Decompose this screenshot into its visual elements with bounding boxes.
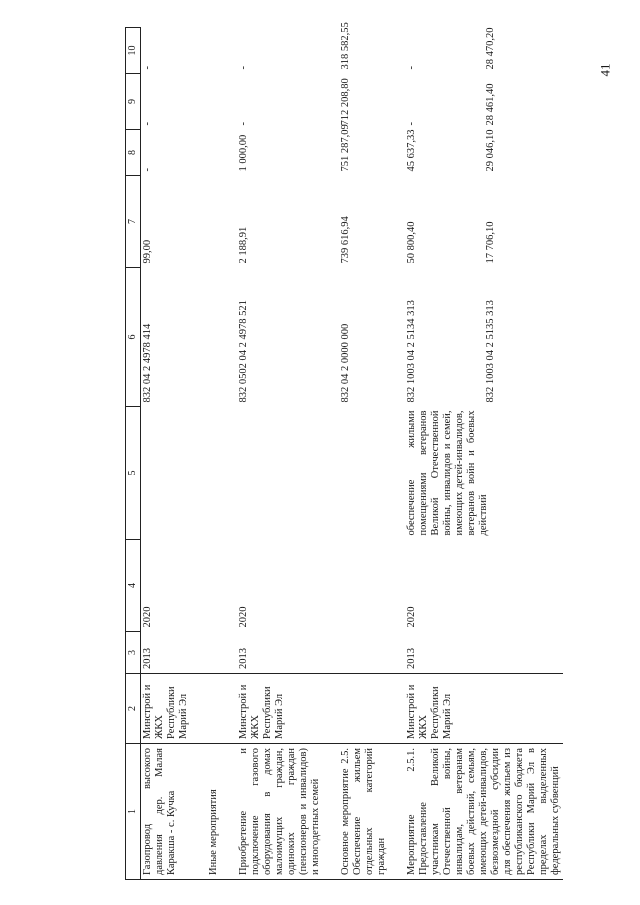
end-year: 2020 — [406, 606, 417, 628]
col-header-9: 9 — [126, 74, 141, 130]
col-header-1: 1 — [126, 744, 141, 880]
rotated-table-container — [125, 22, 565, 880]
start-year — [484, 632, 563, 674]
executor: Минстрой и ЖКХ Республики Марий Эл — [141, 674, 192, 744]
executor: Минстрой и ЖКХ Республики Марий Эл — [237, 674, 323, 744]
end-year — [207, 540, 221, 632]
amount-col10: - — [142, 66, 153, 70]
end-year: 2020 — [142, 606, 153, 628]
start-year: 2013 — [238, 648, 249, 669]
expected-result — [339, 407, 389, 540]
spacer-row — [389, 28, 405, 880]
spacer-row — [221, 28, 237, 880]
budget-table — [125, 22, 563, 880]
amount-col10: - — [238, 66, 249, 70]
expected-result — [141, 407, 192, 540]
amount-col7: 2 188,91 — [238, 226, 249, 264]
expected-result — [237, 407, 323, 540]
amount-col8: 1 000,00 — [238, 134, 249, 172]
amount-col9: 712 208,80 — [340, 78, 351, 126]
section-title: Иные мероприятия — [207, 744, 221, 880]
budget-code: 832 1003 04 2 5134 313 — [406, 300, 417, 403]
budget-code: 832 04 2 0000 000 — [340, 323, 351, 403]
executor — [339, 674, 389, 744]
table-row — [237, 28, 323, 880]
end-year: 2020 — [238, 606, 249, 628]
start-year — [339, 632, 389, 674]
amount-col8 — [207, 130, 221, 176]
main-activity-name: Основное мероприятие 2.5. Обеспечение жильем отдельных категорий граждан — [339, 744, 389, 880]
start-year: 2013 — [406, 648, 417, 669]
col-header-6: 6 — [126, 268, 141, 407]
activity-name: Газопровод высокого давления дер. Малая Каракша - с. Кучка — [141, 744, 192, 880]
amount-col8: - — [142, 168, 153, 172]
col-header-7: 7 — [126, 176, 141, 268]
expected-result: обеспечение жилыми помещениями ветеранов Великой Отечественной войны, инвалидов и семей, имеющих детей-инвалидов, ветеранов войн и боевых действий — [406, 410, 489, 536]
col-header-10: 10 — [126, 28, 141, 74]
amount-col9: - — [238, 122, 249, 126]
amount-col7: 50 800,40 — [406, 221, 417, 264]
amount-col9: 28 461,40 — [485, 83, 496, 126]
amount-col10: 318 582,55 — [340, 22, 351, 70]
col-header-8: 8 — [126, 130, 141, 176]
amount-col7: 739 616,94 — [340, 216, 351, 264]
activity-name: Приобретение и подключение газового оборудования в домах малоимущих граждан, одиноких граждан (пенсионеров и инвалидов) и многодетных семей — [237, 744, 323, 880]
spacer-row — [191, 28, 207, 880]
column-number-row — [126, 28, 141, 880]
start-year: 2013 — [142, 648, 153, 669]
table-row — [339, 28, 389, 880]
table-row — [207, 28, 221, 880]
end-year — [339, 540, 389, 632]
amount-col7: 17 706,10 — [485, 221, 496, 264]
col-header-2: 2 — [126, 674, 141, 744]
executor — [207, 674, 221, 744]
amount-col9: - — [406, 122, 417, 126]
budget-code: 832 04 2 4978 414 — [142, 323, 153, 403]
executor: Минстрой и ЖКХ Республики Марий Эл — [405, 674, 563, 744]
table-row — [405, 28, 484, 880]
budget-code: 832 0502 04 2 4978 521 — [238, 300, 249, 403]
amount-col10 — [207, 28, 221, 74]
amount-col7 — [207, 176, 221, 268]
col-header-4: 4 — [126, 540, 141, 632]
col-header-5: 5 — [126, 407, 141, 540]
amount-col9: - — [142, 122, 153, 126]
page-number: 41 — [597, 63, 613, 77]
start-year — [207, 632, 221, 674]
col-header-3: 3 — [126, 632, 141, 674]
amount-col8: 751 287,09 — [340, 124, 351, 172]
budget-code: 832 1003 04 2 5135 313 — [485, 300, 496, 403]
amount-col7: 99,00 — [142, 239, 153, 264]
amount-col10: - — [406, 66, 417, 70]
end-year — [484, 540, 563, 632]
spacer-row — [323, 28, 339, 880]
activity-name: Мероприятие 2.5.1. Предоставление участникам Великой Отечественной войны, инвалидам, ветеранам боевых действий, семьям, имеющих детей-инвалидов, безвозмездной субсидии для обеспечения жильем из республиканского бюджета Республики Марий Эл в пределах выделенных федеральных субвенций — [405, 744, 563, 880]
amount-col8: 45 637,33 — [406, 129, 417, 172]
amount-col8: 29 046,10 — [485, 129, 496, 172]
amount-col9 — [207, 74, 221, 130]
table-row — [141, 28, 192, 880]
expected-result — [207, 407, 221, 540]
budget-code — [207, 268, 221, 407]
amount-col10: 28 470,20 — [485, 27, 496, 70]
